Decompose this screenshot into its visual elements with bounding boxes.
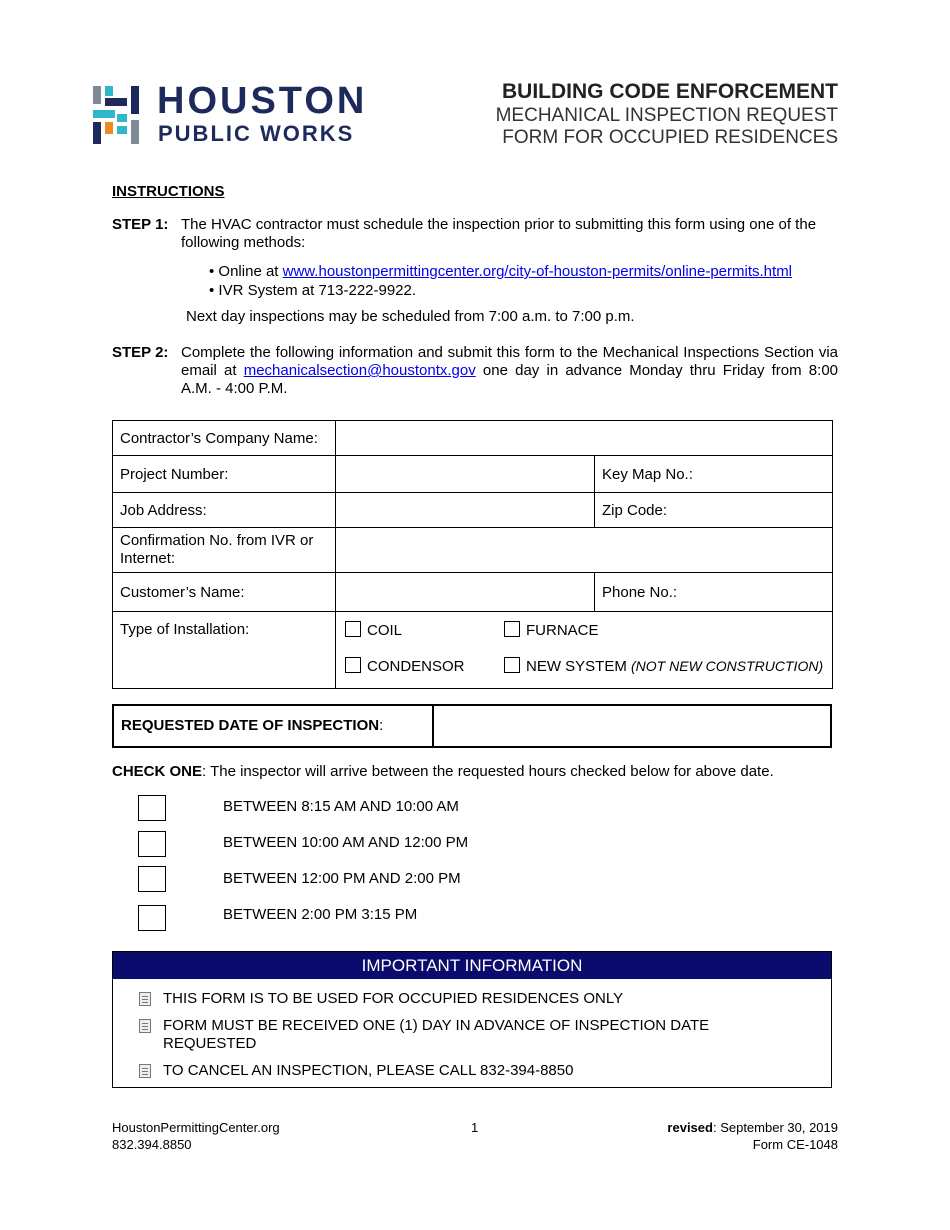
table-row — [113, 493, 833, 528]
company-field[interactable] — [336, 421, 833, 456]
document-icon — [139, 992, 151, 1006]
footer-phone: 832.394.8850 — [112, 1137, 192, 1152]
table-row — [113, 528, 833, 573]
houston-public-works-logo — [93, 84, 153, 146]
condensor-label: CONDENSOR — [367, 658, 465, 675]
step1-label: STEP 1: — [112, 216, 169, 233]
time-slot-2-label: BETWEEN 10:00 AM AND 12:00 PM — [223, 834, 469, 851]
list-item: THIS FORM IS TO BE USED FOR OCCUPIED RESIDENCES ONLY — [163, 990, 623, 1008]
time-slot-4-label: BETWEEN 2:00 PM 3:15 PM — [223, 906, 418, 923]
divider — [432, 706, 434, 746]
instructions-heading: INSTRUCTIONS — [112, 183, 225, 200]
title-line-2: MECHANICAL INSPECTION REQUEST — [495, 105, 838, 126]
time-slot-2-checkbox[interactable] — [138, 831, 166, 857]
new-system-checkbox[interactable] — [504, 657, 520, 673]
company-label: Contractor’s Company Name: — [113, 421, 336, 456]
bullet1-prefix: Online at — [218, 263, 283, 280]
inspection-form-table — [112, 420, 833, 689]
document-title — [496, 79, 838, 149]
email-link[interactable]: mechanicalsection@houstontx.gov — [243, 362, 476, 379]
document-icon — [139, 1019, 151, 1033]
address-field[interactable] — [336, 493, 595, 528]
coil-label: COIL — [367, 622, 403, 639]
brand-public-works: PUBLIC WORKS — [158, 121, 355, 146]
brand-houston: HOUSTON — [157, 80, 368, 122]
list-item: FORM MUST BE RECEIVED ONE (1) DAY IN ADVANCE OF INSPECTION DATE REQUESTED — [163, 1017, 763, 1053]
footer-left — [112, 1119, 280, 1153]
project-field[interactable] — [336, 456, 595, 493]
important-heading: IMPORTANT INFORMATION — [113, 952, 831, 979]
time-slot-1-checkbox[interactable] — [138, 795, 166, 821]
condensor-checkbox[interactable] — [345, 657, 361, 673]
customer-field[interactable] — [336, 573, 595, 612]
table-row — [113, 573, 833, 612]
coil-checkbox[interactable] — [345, 621, 361, 637]
title-line-3: FORM FOR OCCUPIED RESIDENCES — [502, 127, 838, 148]
furnace-label: FURNACE — [526, 622, 599, 639]
online-permits-link[interactable]: www.houstonpermittingcenter.org/city-of-houston-permits/online-permits.html — [282, 263, 793, 280]
list-item: • IVR System at 713-222-9922. — [209, 282, 417, 299]
list-item: • Online at www.houstonpermittingcenter.org/city-of-houston-permits/online-permits.html — [209, 263, 793, 280]
footer-revised: revised: September 30, 2019 — [667, 1120, 838, 1135]
footer-right — [667, 1119, 838, 1153]
install-label: Type of Installation: — [113, 612, 336, 689]
furnace-checkbox[interactable] — [504, 621, 520, 637]
phone-field[interactable] — [595, 573, 833, 612]
check-one-instruction: CHECK ONE: The inspector will arrive between the requested hours checked below for above date. — [112, 763, 774, 780]
ivr-text: IVR System at 713-222-9922. — [218, 282, 417, 299]
customer-label: Customer’s Name: — [113, 573, 336, 612]
page-number: 1 — [471, 1120, 479, 1135]
time-slot-4-checkbox[interactable] — [138, 905, 166, 931]
new-system-label: NEW SYSTEM — [526, 658, 627, 675]
option-condensor[interactable] — [345, 657, 465, 675]
step2-label: STEP 2: — [112, 344, 169, 361]
zip-field[interactable] — [595, 493, 833, 528]
time-slot-1-label: BETWEEN 8:15 AM AND 10:00 AM — [223, 798, 459, 815]
step1-note: Next day inspections may be scheduled from 7:00 a.m. to 7:00 p.m. — [186, 308, 635, 325]
address-label: Job Address: — [113, 493, 336, 528]
keymap-field[interactable] — [595, 456, 833, 493]
phone-label: Phone No.: — [602, 583, 678, 601]
time-slot-3-checkbox[interactable] — [138, 866, 166, 892]
confirmation-field[interactable] — [336, 528, 833, 573]
table-row — [113, 421, 833, 456]
document-icon — [139, 1064, 151, 1078]
requested-date-label: REQUESTED DATE OF INSPECTION: — [121, 717, 384, 734]
step2-text-a: Complete the following information and submit this form to the Mechanical Inspections Section via email at — [181, 344, 838, 379]
confirmation-label: Confirmation No. from IVR or Internet: — [113, 528, 336, 573]
option-coil[interactable] — [345, 621, 402, 639]
important-information-box — [112, 951, 832, 1088]
time-slot-3-label: BETWEEN 12:00 PM AND 2:00 PM — [223, 870, 461, 887]
keymap-label: Key Map No.: — [602, 465, 693, 483]
step1-text: The HVAC contractor must schedule the inspection prior to submitting this form using one of the following methods: — [181, 216, 817, 251]
footer-form-number: Form CE-1048 — [752, 1137, 838, 1152]
title-line-1: BUILDING CODE ENFORCEMENT — [502, 80, 838, 103]
requested-date-box — [112, 704, 832, 748]
new-system-note: (NOT NEW CONSTRUCTION) — [631, 658, 824, 674]
table-row — [113, 456, 833, 493]
requested-date-field[interactable] — [436, 706, 830, 746]
install-options — [336, 612, 833, 689]
option-furnace[interactable] — [504, 621, 599, 639]
step2-text — [181, 344, 838, 398]
table-row — [113, 612, 833, 689]
footer-site: HoustonPermittingCenter.org — [112, 1120, 280, 1135]
step2-text-b: one day in advance Monday thru Friday from 8:00 A.M. - 4:00 P.M. — [181, 362, 838, 397]
method-list — [209, 262, 792, 300]
list-item: TO CANCEL AN INSPECTION, PLEASE CALL 832-394-8850 — [163, 1062, 573, 1080]
logo-mark-icon — [93, 84, 153, 146]
project-label: Project Number: — [113, 456, 336, 493]
option-new-system[interactable] — [504, 657, 823, 675]
zip-label: Zip Code: — [602, 501, 668, 519]
